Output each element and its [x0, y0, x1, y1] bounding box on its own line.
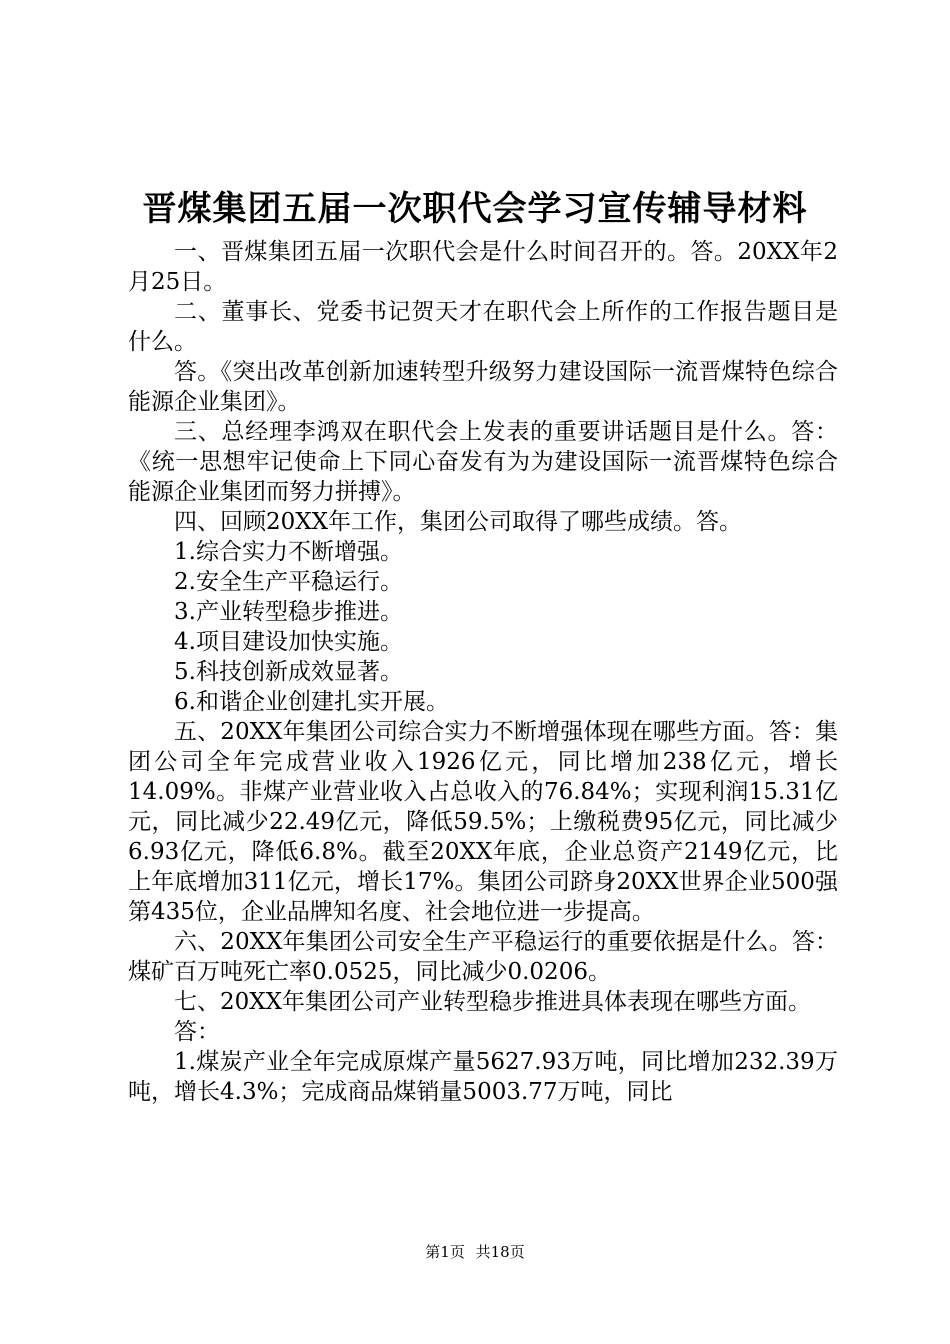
- document-title: 晋煤集团五届一次职代会学习宣传辅导材料: [142, 189, 808, 229]
- paragraph: 四、回顾20XX年工作，集团公司取得了哪些成绩。答。: [174, 509, 743, 535]
- paragraph: 二、董事长、党委书记贺天才在职代会上所作的工作报告题目是什么。: [128, 299, 838, 355]
- page-footer: [0, 1242, 950, 1262]
- list-item: 4.项目建设加快实施。: [174, 629, 403, 655]
- paragraph: 答。《突出改革创新加速转型升级努力建设国际一流晋煤特色综合能源企业集团》。: [128, 359, 838, 415]
- list-item: 2.安全生产平稳运行。: [174, 569, 403, 595]
- page-number: 第1页: [425, 1243, 465, 1261]
- paragraph: 一、晋煤集团五届一次职代会是什么时间召开的。答。20XX年2月25日。: [128, 239, 838, 295]
- list-item: 5.科技创新成效显著。: [174, 659, 403, 685]
- page-total: 共18页: [475, 1243, 525, 1261]
- document-body: [128, 237, 838, 1107]
- paragraph: 三、总经理李鸿双在职代会上发表的重要讲话题目是什么。答：《统一思想牢记使命上下同心奋发有为为建设国际一流晋煤特色综合能源企业集团而努力拼搏》。: [128, 419, 838, 505]
- paragraph: 七、20XX年集团公司产业转型稳步推进具体表现在哪些方面。: [174, 989, 812, 1015]
- list-item: 3.产业转型稳步推进。: [174, 599, 403, 625]
- list-item: 1.综合实力不断增强。: [174, 539, 403, 565]
- paragraph: 答：: [174, 1019, 220, 1045]
- paragraph: 1.煤炭产业全年完成原煤产量5627.93万吨，同比增加232.39万吨，增长4.3%；完成商品煤销量5003.77万吨，同比: [128, 1049, 838, 1105]
- paragraph: 六、20XX年集团公司安全生产平稳运行的重要依据是什么。答：煤矿百万吨死亡率0.0525，同比减少0.0206。: [128, 929, 838, 985]
- paragraph: 五、20XX年集团公司综合实力不断增强体现在哪些方面。答：集团公司全年完成营业收入1926亿元，同比增加238亿元，增长14.09%。非煤产业营业收入占总收入的76.84%；实现利润15.31亿元，同比减少22.49亿元，降低59.5%；上缴税费95亿元，同比减少6.93亿元，降低6.8%。截至20XX年底，企业总资产2149亿元，比上年底增加311亿元，增长17%。集团公司跻身20XX世界企业500强第435位，企业品牌知名度、社会地位进一步提高。: [128, 719, 838, 925]
- list-item: 6.和谐企业创建扎实开展。: [174, 689, 449, 715]
